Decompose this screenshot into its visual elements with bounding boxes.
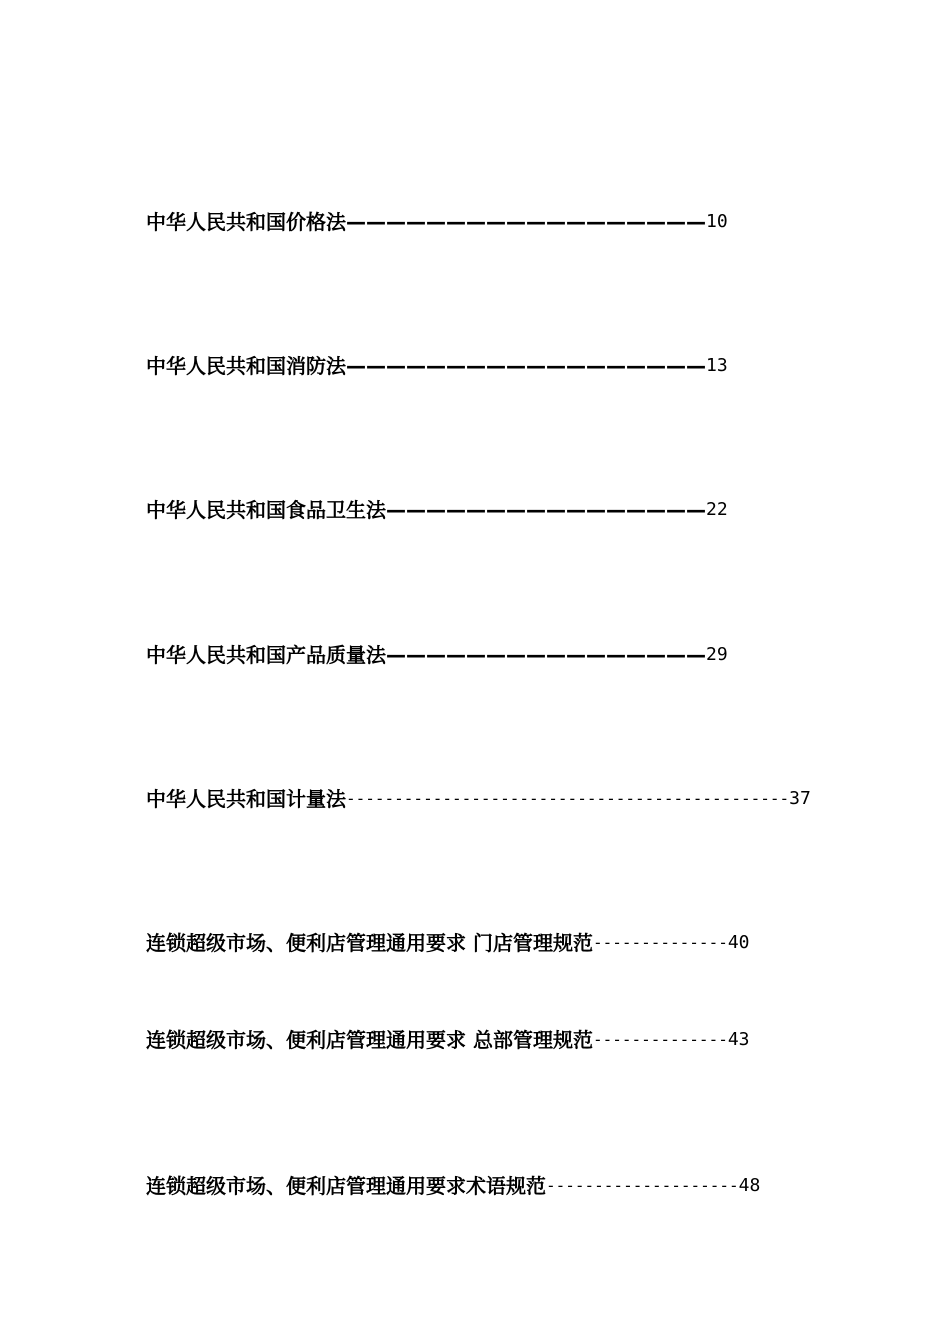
toc-entry-headquarters-management-spec[interactable] [146,1025,750,1055]
toc-entry-leader: —————————————————— [346,210,706,234]
toc-entry-page-number: 43 [727,1029,750,1050]
toc-entry-leader: ———————————————— [386,498,706,522]
toc-entry-page-number: 29 [706,644,728,665]
toc-entry-price-law[interactable] [146,207,728,237]
toc-entry-page-number: 10 [706,211,728,232]
toc-entry-leader: -------------- [592,1030,728,1049]
toc-entry-leader: -------------------- [546,1176,739,1195]
toc-entry-leader: —————————————————— [346,354,706,378]
toc-entry-title: 中华人民共和国计量法 [146,787,346,811]
toc-entry-page-number: 22 [706,499,728,520]
toc-entry-fire-protection-law[interactable] [146,351,728,381]
toc-entry-leader: -------------- [592,933,728,952]
toc-entry-page-number: 13 [706,355,728,376]
toc-entry-leader: ———————————————— [386,643,706,667]
toc-entry-leader: ---------------------------------------------- [346,789,790,808]
toc-entry-title: 中华人民共和国消防法 [146,354,346,378]
toc-entry-terminology-spec[interactable] [146,1171,760,1201]
toc-entry-product-quality-law[interactable] [146,640,728,670]
toc-entry-title: 连锁超级市场、便利店管理通用要求 门店管理规范 [146,931,593,955]
toc-entry-page-number: 37 [789,788,811,809]
toc-entry-page-number: 40 [727,932,750,953]
toc-entry-title: 连锁超级市场、便利店管理通用要求 总部管理规范 [146,1028,593,1052]
toc-entry-store-management-spec[interactable] [146,928,750,958]
toc-entry-title: 中华人民共和国产品质量法 [146,643,386,667]
toc-entry-title: 中华人民共和国价格法 [146,210,346,234]
toc-entry-food-hygiene-law[interactable] [146,495,728,525]
toc-entry-metrology-law[interactable] [146,784,811,814]
toc-entry-page-number: 48 [738,1175,761,1196]
toc-entry-title: 连锁超级市场、便利店管理通用要求术语规范 [146,1174,546,1198]
toc-entry-title: 中华人民共和国食品卫生法 [146,498,386,522]
